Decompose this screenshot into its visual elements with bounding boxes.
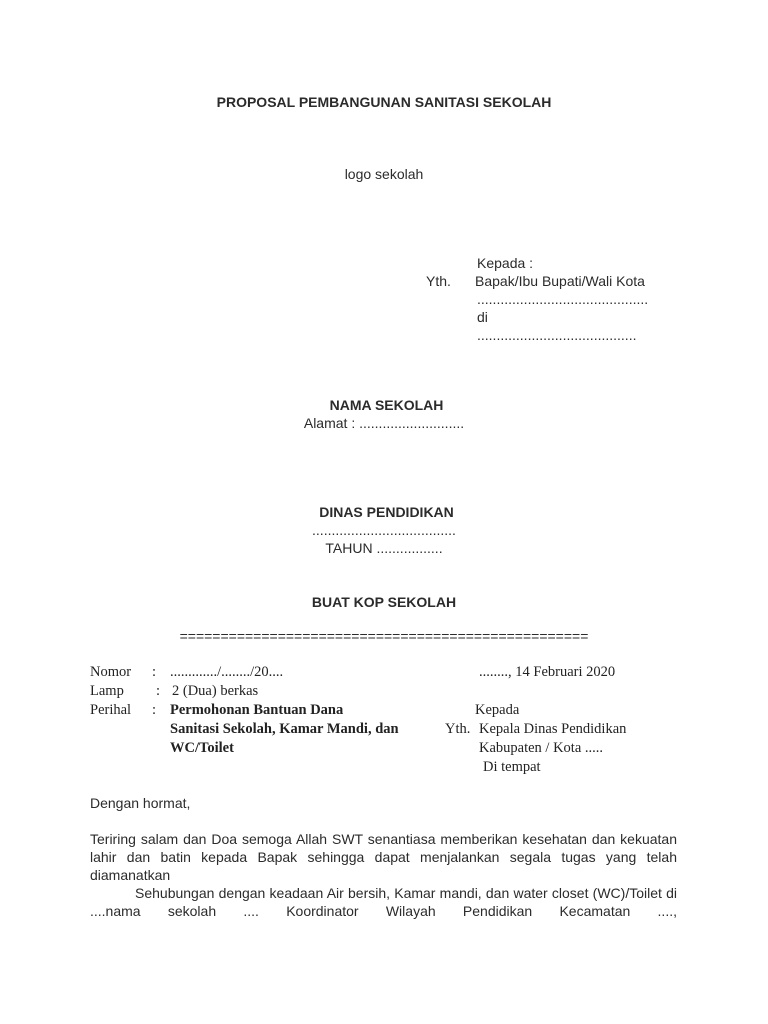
top-yth-label: Yth.: [426, 273, 451, 289]
letter-recipient-line-3: Di tempat: [483, 759, 541, 775]
tahun-line: TAHUN .................: [325, 540, 443, 556]
letter-kepada-label: Kepada: [475, 702, 520, 718]
top-dots-line-1: ............................................: [477, 291, 649, 307]
paragraph-2: Sehubungan dengan keadaan Air bersih, Kamar mandi, dan water closet (WC)/Toilet di ....nama sekolah .... Koordinator Wilayah Pendidikan Kecamatan ....,: [90, 885, 677, 919]
top-kepada-label: Kepada :: [477, 255, 534, 271]
perihal-line-1: Permohonan Bantuan Dana: [170, 702, 344, 718]
perihal-colon: :: [152, 702, 157, 718]
kop-heading: BUAT KOP SEKOLAH: [311, 594, 457, 610]
perihal-label: Perihal: [90, 702, 132, 718]
letter-date: ........, 14 Februari 2020: [479, 664, 616, 680]
letter-recipient-line-2: Kabupaten / Kota .....: [479, 740, 604, 756]
paragraph-1: Teriring salam dan Doa semoga Allah SWT senantiasa memberikan kesehatan dan kekuatan lahir dan batin kepada Bapak sehingga dapat menjalankan segala tugas yang telah diamanatkan: [90, 831, 677, 883]
top-recipient: Bapak/Ibu Bupati/Wali Kota: [475, 273, 645, 289]
perihal-line-3: WC/Toilet: [170, 740, 234, 756]
school-name: NAMA SEKOLAH: [329, 397, 444, 413]
nomor-label: Nomor: [90, 664, 132, 680]
lamp-colon: :: [156, 683, 161, 699]
perihal-line-2: Sanitasi Sekolah, Kamar Mandi, dan: [170, 721, 399, 737]
school-address: Alamat : ...........................: [303, 415, 465, 431]
top-di-label: di: [477, 309, 488, 325]
letter-yth-label: Yth.: [445, 721, 471, 737]
separator-line: ==================================================: [179, 628, 589, 644]
greeting: Dengan hormat,: [90, 795, 191, 811]
nomor-colon: :: [152, 664, 157, 680]
nomor-value: ............./......../20....: [170, 664, 284, 680]
document-title: PROPOSAL PEMBANGUNAN SANITASI SEKOLAH: [216, 94, 552, 110]
dinas-dots: .....................................: [312, 522, 456, 538]
lamp-value: 2 (Dua) berkas: [172, 683, 259, 699]
dinas-heading: DINAS PENDIDIKAN: [319, 504, 454, 520]
top-dots-line-2: .........................................: [477, 327, 637, 343]
logo-placeholder: logo sekolah: [344, 166, 424, 182]
lamp-label: Lamp: [90, 683, 124, 699]
letter-recipient-line-1: Kepala Dinas Pendidikan: [479, 721, 627, 737]
